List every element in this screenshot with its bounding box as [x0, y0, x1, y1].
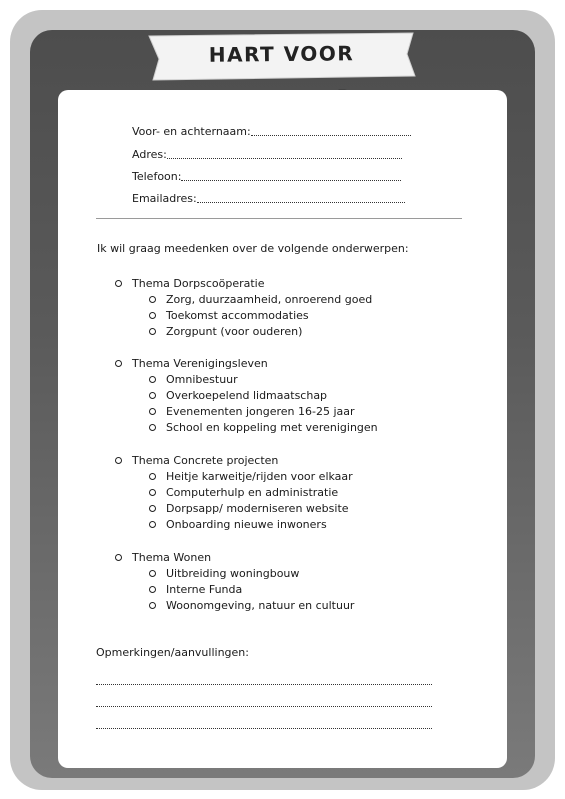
email-field-label: Emailadres: [132, 192, 197, 205]
theme-item[interactable] [115, 453, 278, 469]
address-field[interactable] [132, 145, 402, 161]
bullet-icon [149, 424, 156, 431]
remarks-line[interactable] [96, 728, 432, 729]
subtopic-item[interactable] [149, 469, 353, 485]
subtopic-item[interactable] [149, 404, 355, 420]
bullet-icon [149, 602, 156, 609]
remarks-line[interactable] [96, 706, 432, 707]
subtopic-label: School en koppeling met verenigingen [166, 421, 378, 434]
subtopic-item[interactable] [149, 388, 327, 404]
subtopic-label: Heitje karweitje/rijden voor elkaar [166, 470, 353, 483]
theme-label: Thema Wonen [132, 551, 212, 564]
bullet-icon [115, 280, 122, 287]
bullet-icon [149, 570, 156, 577]
name-field[interactable] [132, 122, 411, 138]
subtopic-item[interactable] [149, 501, 349, 517]
bullet-icon [115, 457, 122, 464]
theme-label: Thema Dorpscoöperatie [132, 277, 265, 290]
subtopic-label: Evenementen jongeren 16-25 jaar [166, 405, 355, 418]
name-field-label: Voor- en achternaam: [132, 125, 251, 138]
subtopic-item[interactable] [149, 582, 242, 598]
theme-item[interactable] [115, 356, 268, 372]
subtopic-label: Onboarding nieuwe inwoners [166, 518, 327, 531]
subtopic-item[interactable] [149, 308, 309, 324]
page-title: HART VOOR [208, 41, 355, 67]
email-field-dotted-line[interactable] [197, 191, 405, 203]
subtopic-label: Omnibestuur [166, 373, 238, 386]
subtopic-label: Interne Funda [166, 583, 243, 596]
bullet-icon [149, 521, 156, 528]
subtopic-item[interactable] [149, 292, 372, 308]
subtopic-item[interactable] [149, 324, 302, 340]
phone-field-dotted-line[interactable] [181, 169, 401, 181]
subtopic-label: Overkoepelend lidmaatschap [166, 389, 328, 402]
bullet-icon [149, 296, 156, 303]
form-sheet [58, 90, 507, 768]
theme-label: Thema Concrete projecten [132, 454, 279, 467]
subtopic-item[interactable] [149, 485, 338, 501]
divider [96, 218, 462, 219]
remarks-line[interactable] [96, 684, 432, 685]
address-field-dotted-line[interactable] [167, 147, 402, 159]
theme-item[interactable] [115, 550, 211, 566]
theme-label: Thema Verenigingsleven [132, 357, 268, 370]
subtopic-label: Zorg, duurzaamheid, onroerend goed [166, 293, 373, 306]
subtopic-item[interactable] [149, 420, 378, 436]
bullet-icon [149, 408, 156, 415]
bullet-icon [115, 360, 122, 367]
phone-field[interactable] [132, 167, 401, 183]
subtopic-label: Uitbreiding woningbouw [166, 567, 300, 580]
subtopic-label: Dorpsapp/ moderniseren website [166, 502, 349, 515]
subtopic-label: Computerhulp en administratie [166, 486, 339, 499]
bullet-icon [149, 376, 156, 383]
bullet-icon [149, 586, 156, 593]
subtopic-item[interactable] [149, 566, 299, 582]
subtopic-label: Woonomgeving, natuur en cultuur [166, 599, 355, 612]
subtopic-item[interactable] [149, 517, 327, 533]
bullet-icon [149, 392, 156, 399]
subtopic-label: Toekomst accommodaties [166, 309, 309, 322]
bullet-icon [149, 489, 156, 496]
subtopic-item[interactable] [149, 372, 238, 388]
bullet-icon [149, 473, 156, 480]
email-field[interactable] [132, 189, 405, 205]
bullet-icon [115, 554, 122, 561]
address-field-label: Adres: [132, 148, 167, 161]
bullet-icon [149, 312, 156, 319]
theme-item[interactable] [115, 276, 265, 292]
phone-field-label: Telefoon: [132, 170, 182, 183]
title-banner [145, 32, 418, 82]
name-field-dotted-line[interactable] [251, 124, 411, 136]
subtopic-item[interactable] [149, 598, 354, 614]
remarks-label: Opmerkingen/aanvullingen: [96, 646, 249, 659]
subtopic-label: Zorgpunt (voor ouderen) [166, 325, 303, 338]
bullet-icon [149, 328, 156, 335]
bullet-icon [149, 505, 156, 512]
intro-text: Ik wil graag meedenken over de volgende onderwerpen: [97, 242, 409, 255]
